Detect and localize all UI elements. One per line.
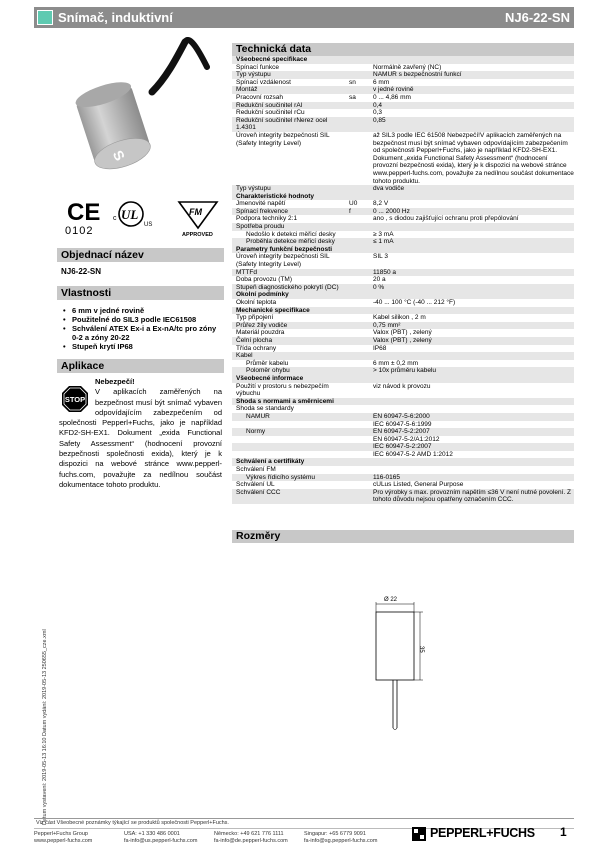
spec-row <box>232 474 574 482</box>
spec-value: 0,3 <box>373 109 383 117</box>
footer-contact-line: Německo: +49 621 776 1111 <box>214 831 284 837</box>
svg-text:UL: UL <box>121 207 139 222</box>
spec-label: Průměr kabelu <box>246 359 289 367</box>
spec-row <box>232 223 574 231</box>
spec-value: 0 ... 4,86 mm <box>373 93 411 101</box>
spec-row <box>232 337 574 345</box>
technical-data-section <box>232 43 574 504</box>
spec-label: Montáž <box>236 86 258 94</box>
spec-symbol <box>349 276 373 284</box>
application-warning: Nebezpečí! <box>95 377 135 386</box>
spec-value: NAMUR s bezpečnostní funkcí <box>373 71 462 79</box>
spec-symbol <box>349 253 373 268</box>
spec-row <box>232 481 574 489</box>
length-label: 35 <box>418 646 424 653</box>
spec-value: > 10x průměru kabelu <box>373 367 437 375</box>
spec-group-heading <box>232 307 574 315</box>
order-name-value: NJ6-22-SN <box>61 267 102 276</box>
spec-symbol <box>349 223 373 231</box>
footer-contact-line: Singapur: +65 6779 9091 <box>304 831 366 837</box>
spec-value: až SIL3 podle IEC 61508 Nebezpečí!V aplikacích zaměřených na bezpečnost musí být snímač vybaven odpovídajícím zabezpečením od společnosti Pepperl+Fuchs, jako je například KFD2-SH-EX1. Dokument „exida Functional Safety Assessment“ (hodnocení provozní bezpečnosti exida), který je k dispozici na webové stránce www.pepperl-fuchs.com, považujte za nedílnou součást dokumentace tohoto produktu. <box>373 131 574 185</box>
spec-value: ≤ 1 mA <box>373 238 394 246</box>
spec-value: Pro výrobky s max. provozním napětím ≤36 V není nutné povolení. Z tohoto důvodu nejsou opatřeny označením CCC. <box>373 488 571 504</box>
spec-row <box>232 208 574 216</box>
spec-label: Redukční součinitel rNerez ocel 1.4301 <box>236 116 328 132</box>
spec-symbol <box>349 299 373 307</box>
svg-text:FM: FM <box>189 207 202 217</box>
spec-label: Stupeň diagnostického pokrytí (DC) <box>236 283 339 291</box>
spec-group-label: Všeobecné specifikace <box>236 56 308 63</box>
spec-value <box>373 466 574 474</box>
spec-value <box>373 405 574 413</box>
spec-label <box>232 451 349 459</box>
spec-row <box>232 79 574 87</box>
ce-number: 0102 <box>65 225 94 237</box>
spec-label: Schválení UL <box>236 481 275 489</box>
spec-group-heading <box>232 291 574 299</box>
spec-value: 0,85 <box>373 116 386 124</box>
spec-symbol <box>349 337 373 345</box>
header-logo-square <box>37 10 53 25</box>
spec-label: Redukční součinitel rCu <box>236 109 305 117</box>
footer-contact-line: USA: +1 330 486 0001 <box>124 831 180 837</box>
application-text <box>57 373 224 490</box>
spec-value: EN 60947-5-2/A1:2012 <box>373 435 440 443</box>
spec-label: Jmenovité napětí <box>236 200 286 208</box>
footer-contact-col <box>214 831 304 845</box>
spec-group-heading <box>232 193 574 201</box>
spec-value: 6 mm <box>373 78 390 86</box>
spec-symbol <box>349 383 373 398</box>
spec-symbol <box>349 352 373 360</box>
spec-label: Normy <box>246 428 266 436</box>
svg-text:STOP: STOP <box>64 395 86 404</box>
spec-label: Výkres řídicího systému <box>246 473 315 481</box>
spec-row <box>232 367 574 375</box>
spec-group-label: Schválení a certifikáty <box>236 458 305 466</box>
spec-label: Typ připojení <box>236 314 274 322</box>
diameter-label: Ø 22 <box>384 597 398 603</box>
spec-symbol <box>349 102 373 110</box>
spec-label: NAMUR <box>246 412 270 420</box>
spec-row <box>232 443 574 451</box>
spec-symbol <box>349 466 373 474</box>
application-heading: Aplikace <box>57 358 224 373</box>
spec-row <box>232 215 574 223</box>
spec-row <box>232 314 574 322</box>
footer-contact-col <box>34 831 124 845</box>
technical-data-heading: Technická data <box>232 43 574 56</box>
spec-row <box>232 238 574 246</box>
spec-label: MTTFd <box>236 268 257 276</box>
feature-item: • Schválení ATEX Ex-i a Ex-nA/tc pro zóny 0-2 a zóny 20-22 <box>61 324 220 342</box>
spec-value: 0 ... 2000 Hz <box>373 207 410 215</box>
footer-contact-line: fa-info@us.pepperl-fuchs.com <box>124 838 198 844</box>
spec-label: Schválení CCC <box>236 488 281 496</box>
spec-symbol <box>349 132 373 185</box>
spec-row <box>232 253 574 268</box>
page-number: 1 <box>560 825 567 839</box>
spec-group-label: Všeobecné informace <box>236 374 304 382</box>
spec-value: ano , s diodou zajišťující ochranu proti přepólování <box>373 215 519 223</box>
spec-row <box>232 284 574 292</box>
spec-value: IEC 60947-5-2:2007 <box>373 443 432 451</box>
spec-label: Typ výstupu <box>236 185 271 193</box>
footer-contact-col <box>124 831 214 845</box>
spec-label: Použití v prostoru s nebezpečím výbuchu <box>236 382 329 398</box>
spec-symbol <box>349 413 373 421</box>
spec-symbol <box>349 428 373 436</box>
spec-value: 11850 a <box>373 268 397 276</box>
footer-contact-line: fa-info@sg.pepperl-fuchs.com <box>304 838 378 844</box>
product-code: NJ6-22-SN <box>504 10 570 25</box>
brand-name: PEPPERL+FUCHS <box>430 826 535 840</box>
spec-row <box>232 299 574 307</box>
feature-item: • Použitelné do SIL3 podle IEC61508 <box>61 315 220 324</box>
spec-label: Kabel <box>236 352 253 360</box>
spec-row <box>232 383 574 398</box>
technical-data-table <box>232 56 574 504</box>
spec-group-heading <box>232 398 574 406</box>
spec-row <box>232 94 574 102</box>
spec-row <box>232 71 574 79</box>
spec-value: 0,4 <box>373 101 383 109</box>
spec-symbol <box>349 284 373 292</box>
spec-value: 6 mm ± 0,2 mm <box>373 359 419 367</box>
application-body: V aplikacích zaměřených na bezpečnost musí být snímač vybaven odpovídajícím zabezpečením od společnosti Pepperl+Fuchs, jako je například KFD2-SH-EX1. Dokument „exida Functional Safety Assessment“ (hodnocení provozní bezpečnosti společnosti exida), který je k dispozici na webové stránce www.pepperl-fuchs.com, považujte za nedílnou součást dokumentace tohoto produktu. <box>59 387 222 489</box>
spec-label: Materiál pouzdra <box>236 329 285 337</box>
spec-label: Spínací funkce <box>236 63 279 71</box>
spec-symbol <box>349 322 373 330</box>
order-name-heading: Objednací název <box>57 247 224 262</box>
spec-row <box>232 345 574 353</box>
stop-warning-icon <box>61 385 89 413</box>
spec-group-label: Shoda s normami a směrnicemi <box>236 397 334 405</box>
spec-symbol <box>349 451 373 459</box>
spec-symbol <box>349 64 373 72</box>
spec-row <box>232 102 574 110</box>
spec-group-heading <box>232 458 574 466</box>
dimension-drawing <box>366 590 436 740</box>
spec-label: Spínací frekvence <box>236 207 289 215</box>
spec-symbol <box>349 109 373 117</box>
spec-row <box>232 200 574 208</box>
spec-value: 8,2 V <box>373 200 389 208</box>
spec-group-label: Parametry funkční bezpečnosti <box>236 245 333 253</box>
spec-label <box>232 443 349 451</box>
spec-value: viz návod k provozu <box>373 382 431 390</box>
feature-item: • 6 mm v jedné rovině <box>61 306 220 315</box>
spec-row <box>232 185 574 193</box>
spec-value: v jedné rovině <box>373 86 414 94</box>
product-category-title: Snímač, induktivní <box>58 10 173 25</box>
spec-row <box>232 428 574 436</box>
spec-label: Spotřeba proudu <box>236 223 285 231</box>
spec-symbol: sa <box>349 93 356 101</box>
spec-symbol <box>349 215 373 223</box>
spec-symbol <box>349 117 373 132</box>
application-section <box>57 358 224 490</box>
brand-mark-icon <box>412 827 426 841</box>
spec-value: IP68 <box>373 344 387 352</box>
spec-group-heading <box>232 375 574 383</box>
order-name-section <box>57 247 224 281</box>
spec-symbol <box>349 443 373 451</box>
spec-label: Úroveň integrity bezpečnosti SIL (Safety Integrity Level) <box>236 131 330 147</box>
features-list <box>57 300 224 351</box>
spec-value: EN 60947-5-2:2007 <box>373 428 430 436</box>
spec-symbol <box>349 269 373 277</box>
spec-label: Proběhla detekce měřicí desky <box>246 238 335 246</box>
spec-label: Nedošlo k detekci měřicí desky <box>246 230 336 238</box>
spec-row <box>232 86 574 94</box>
spec-row <box>232 489 574 504</box>
footer-contact-line: Pepperl+Fuchs Group <box>34 831 88 837</box>
spec-symbol <box>349 481 373 489</box>
spec-symbol <box>349 314 373 322</box>
svg-text:APPROVED: APPROVED <box>182 232 213 238</box>
spec-value: Valox (PBT) , zelený <box>373 336 432 344</box>
spec-label: Doba provozu (TM) <box>236 276 292 284</box>
dimensions-heading: Rozměry <box>232 530 574 543</box>
spec-symbol: f <box>349 207 351 215</box>
spec-value: -40 ... 100 °C (-40 ... 212 °F) <box>373 299 456 306</box>
spec-symbol <box>349 405 373 413</box>
spec-value: 20 a <box>373 276 386 284</box>
spec-value: Kabel silikon , 2 m <box>373 314 426 322</box>
page-header <box>34 7 574 28</box>
footer-note: Viz část Všeobecné poznámky týkající se produktů společnosti Pepperl+Fuchs. <box>36 820 229 826</box>
spec-label: Shoda se standardy <box>236 405 294 413</box>
spec-row <box>232 451 574 459</box>
spec-label <box>232 421 349 429</box>
spec-symbol <box>349 238 373 246</box>
spec-row <box>232 466 574 474</box>
spec-label: Pracovní rozsah <box>236 93 283 101</box>
spec-value: ≥ 3 mA <box>373 230 394 238</box>
spec-symbol <box>349 367 373 375</box>
ce-mark: CE <box>67 199 101 226</box>
svg-text:US: US <box>144 222 153 228</box>
spec-label: Podpora techniky 2:1 <box>236 215 298 223</box>
spec-symbol <box>349 329 373 337</box>
spec-symbol <box>349 185 373 193</box>
spec-value: 0,75 mm² <box>373 321 401 329</box>
spec-value <box>373 352 574 360</box>
spec-value: Valox (PBT) , zelený <box>373 329 432 337</box>
spec-row <box>232 436 574 444</box>
spec-group-heading <box>232 56 574 64</box>
spec-row <box>232 117 574 132</box>
cul-us-mark <box>113 202 152 228</box>
certification-marks <box>63 196 223 238</box>
spec-value: IEC 60947-5-6:1999 <box>373 420 432 428</box>
spec-label: Redukční součinitel rAl <box>236 101 303 109</box>
product-image <box>57 37 224 197</box>
footer-contact-line: fa-info@de.pepperl-fuchs.com <box>214 838 288 844</box>
spec-symbol <box>349 421 373 429</box>
svg-text:S: S <box>109 147 129 164</box>
spec-row <box>232 269 574 277</box>
spec-group-label: Okolní podmínky <box>236 291 289 299</box>
spec-label: Poloměr ohybu <box>246 367 290 375</box>
brand-logo <box>412 825 552 843</box>
spec-group-label: Mechanické specifikace <box>236 306 310 314</box>
spec-group-label: Charakteristické hodnoty <box>236 192 315 200</box>
spec-label: Třída ochrany <box>236 344 277 352</box>
spec-row <box>232 352 574 360</box>
spec-label: Čelní plocha <box>236 336 273 344</box>
spec-label <box>232 436 349 444</box>
footer-contact-line: www.pepperl-fuchs.com <box>34 838 93 844</box>
spec-label: Úroveň integrity bezpečnosti SIL (Safety Integrity Level) <box>236 253 330 269</box>
spec-value: dva vodiče <box>373 185 405 193</box>
spec-value: Normálně zavřený (NC) <box>373 63 442 71</box>
fm-approved-mark <box>179 202 217 238</box>
features-heading: Vlastnosti <box>57 285 224 300</box>
spec-label: Typ výstupu <box>236 71 271 79</box>
spec-symbol: sn <box>349 78 356 86</box>
spec-row <box>232 421 574 429</box>
spec-label: Spínací vzdálenost <box>236 78 291 86</box>
footer-contact-col <box>304 831 394 845</box>
spec-symbol <box>349 71 373 79</box>
spec-value: cULus Listed, General Purpose <box>373 481 464 489</box>
spec-value <box>373 223 574 231</box>
spec-label: Průřez žíly vodiče <box>236 321 288 329</box>
spec-symbol: U0 <box>349 200 358 208</box>
spec-label: Okolní teplota <box>236 299 277 306</box>
spec-label: Schválení FM <box>236 466 276 474</box>
spec-row <box>232 276 574 284</box>
spec-symbol <box>349 345 373 353</box>
issue-date-note: Datum vystavení: 2019-05-13 16:10 Datum vydání: 2019-05-13 250655_cze.xml <box>42 629 48 825</box>
spec-value: 116-0165 <box>373 473 400 481</box>
spec-symbol <box>349 86 373 94</box>
spec-row <box>232 132 574 185</box>
spec-symbol <box>349 231 373 239</box>
spec-value: EN 60947-5-6:2000 <box>373 412 430 420</box>
spec-row <box>232 329 574 337</box>
spec-row <box>232 231 574 239</box>
spec-symbol <box>349 474 373 482</box>
spec-row <box>232 109 574 117</box>
spec-symbol <box>349 489 373 504</box>
spec-row <box>232 322 574 330</box>
spec-row <box>232 413 574 421</box>
spec-value: SIL 3 <box>373 253 388 261</box>
spec-value: 0 % <box>373 283 385 291</box>
features-section <box>57 285 224 351</box>
spec-symbol <box>349 360 373 368</box>
dimensions-section <box>232 530 574 543</box>
spec-symbol <box>349 436 373 444</box>
spec-row <box>232 405 574 413</box>
spec-value: IEC 60947-5-2 AMD 1:2012 <box>373 450 453 458</box>
feature-item: • Stupeň krytí IP68 <box>61 342 220 351</box>
svg-text:c: c <box>113 215 117 222</box>
spec-row <box>232 64 574 72</box>
